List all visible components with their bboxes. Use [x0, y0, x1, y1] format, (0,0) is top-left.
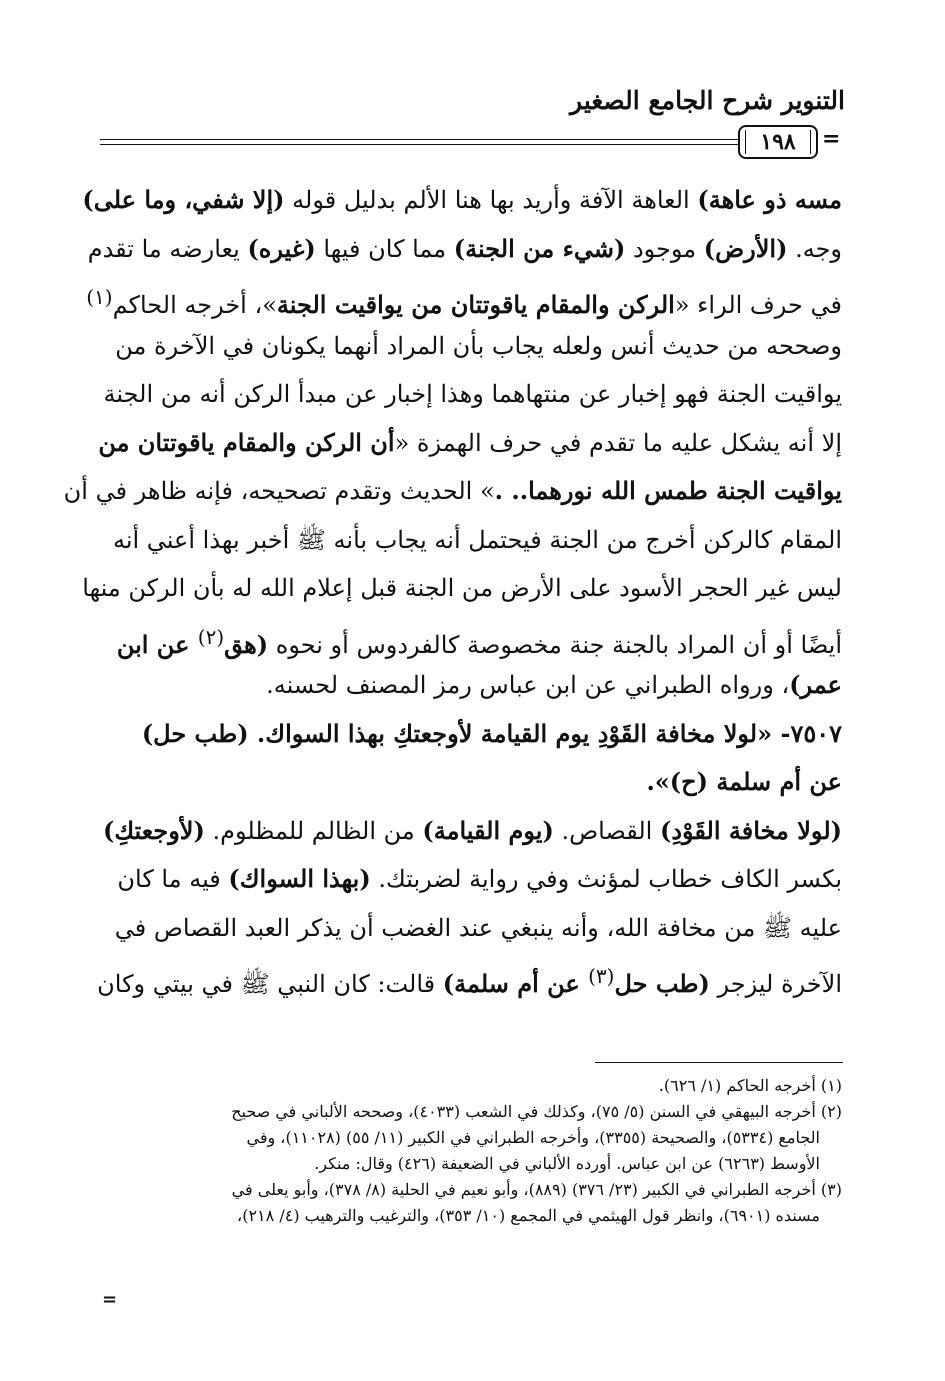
- text-line-5: يواقيت الجنة فهو إخبار عن منتهاهما وهذا إخبار عن مبدأ الركن أنه من الجنة: [103, 380, 842, 408]
- header-equals-mark: =: [822, 126, 841, 152]
- text-line-2: وجه. (الأرض) موجود (شيء من الجنة) مما كان فيها (غيره) يعارضه ما تقدم: [87, 233, 842, 263]
- footnote-1: (١) أخرجه الحاكم (١/ ٦٢٦).: [658, 1076, 842, 1095]
- footnotes: [100, 1073, 842, 1229]
- footnote-3-cont: مسنده (٦٩٠١)، وانظر قول الهيثمي في المجمع (١٠/ ٣٥٣)، والترغيب والترهيب (٤/ ٢١٨)،: [237, 1206, 820, 1225]
- text-line-14: (لولا مخافة القَوْدِ) القصاص. (يوم القيامة) من الظالم للمظلوم. (لأوجعتكِ): [102, 815, 842, 845]
- text-line-16: عليه ﷺ من مخافة الله، وأنه ينبغي عند الغضب أن يذكر العبد القصاص في: [114, 913, 842, 942]
- running-title: التنوير شرح الجامع الصغير: [570, 86, 845, 115]
- footnote-2: (٢) أخرجه البيهقي في السنن (٥/ ٧٥)، وكذلك في الشعب (٤٠٣٣)، وصححه الألباني في صحيح: [231, 1102, 842, 1121]
- header-rule: [100, 139, 740, 145]
- text-line-11: عمر)، ورواه الطبراني عن ابن عباس رمز المصنف لحسنه.: [266, 670, 842, 699]
- footnote-separator: [595, 1062, 843, 1063]
- footnote-ref-3: (٣): [588, 964, 615, 988]
- footnote-ref-2: (٢): [197, 624, 225, 649]
- footnote-ref-1: (١): [86, 285, 113, 309]
- text-line-15: بكسر الكاف خطاب لمؤنث وفي رواية لضربتك. (بهذا السواك) فيه ما كان: [117, 864, 842, 893]
- footnote-2-cont: الجامع (٥٣٣٤)، والصحيحة (٣٣٥٥)، وأخرجه الطبراني في الكبير (١١/ ٥٥) (١١٠٢٨)، وفي: [246, 1128, 820, 1147]
- text-line-7: يواقيت الجنة طمس الله نورهما.. .» الحديث وتقدم تصحيحه، فإنه ظاهر في أن: [63, 476, 842, 505]
- footnote-continuation-mark: =: [102, 1289, 118, 1310]
- text-line-10: أيضًا أو أن المراد بالجنة جنة مخصوصة كالفردوس أو نحوه (هق$^{(٢)}$ عن ابن: [116, 624, 842, 659]
- text-line-4: وصححه من حديث أنس ولعله يجاب بأن المراد أنهما يكونان في الآخرة من: [115, 331, 842, 360]
- text-line-9: ليس غير الحجر الأسود على الأرض من الجنة قبل إعلام الله له بأن الركن منها: [82, 574, 842, 602]
- footnote-3: (٣) أخرجه الطبراني في الكبير (٢٣/ ٣٧٦) (٨٨٩)، وأبو نعيم في الحلية (٨/ ٣٧٨)، وأبو يعلى في: [231, 1180, 842, 1199]
- hadith-number-line: ٧٥٠٧- «لولا مخافة القَوْدِ يوم القيامة لأوجعتكِ بهذا السواك. (طب حل): [141, 718, 842, 748]
- footnote-2-cont: الأوسط (٦٢٦٣) عن ابن عباس. أورده الألباني في الضعيفة (٤٢٦) وقال: منكر.: [314, 1154, 820, 1173]
- text-line-17: الآخرة ليزجر (طب حل$^{(٣)}$ عن أم سلمة) قالت: كان النبي ﷺ في بيتي وكان: [97, 964, 842, 998]
- main-text: [63, 176, 842, 1001]
- text-line-3: في حرف الراء «الركن والمقام ياقوتتان من يواقيت الجنة»، أخرجه الحاكم$^{(١)}$: [86, 285, 842, 319]
- text-line-6: إلا أنه يشكل عليه ما تقدم في حرف الهمزة «أن الركن والمقام ياقوتتان من: [98, 427, 842, 457]
- page-number: ١٩٨: [738, 125, 818, 159]
- hadith-source-line: عن أم سلمة (ح)».: [646, 767, 842, 796]
- text-line-8: المقام كالركن أخرج من الجنة فيحتمل أنه يجاب بأنه ﷺ أخبر بهذا أعني أنه: [112, 525, 842, 554]
- text-line-1: مسه ذو عاهة) العاهة الآفة وأريد بها هنا الألم بدليل قوله (إلا شفي، وما على): [82, 185, 842, 214]
